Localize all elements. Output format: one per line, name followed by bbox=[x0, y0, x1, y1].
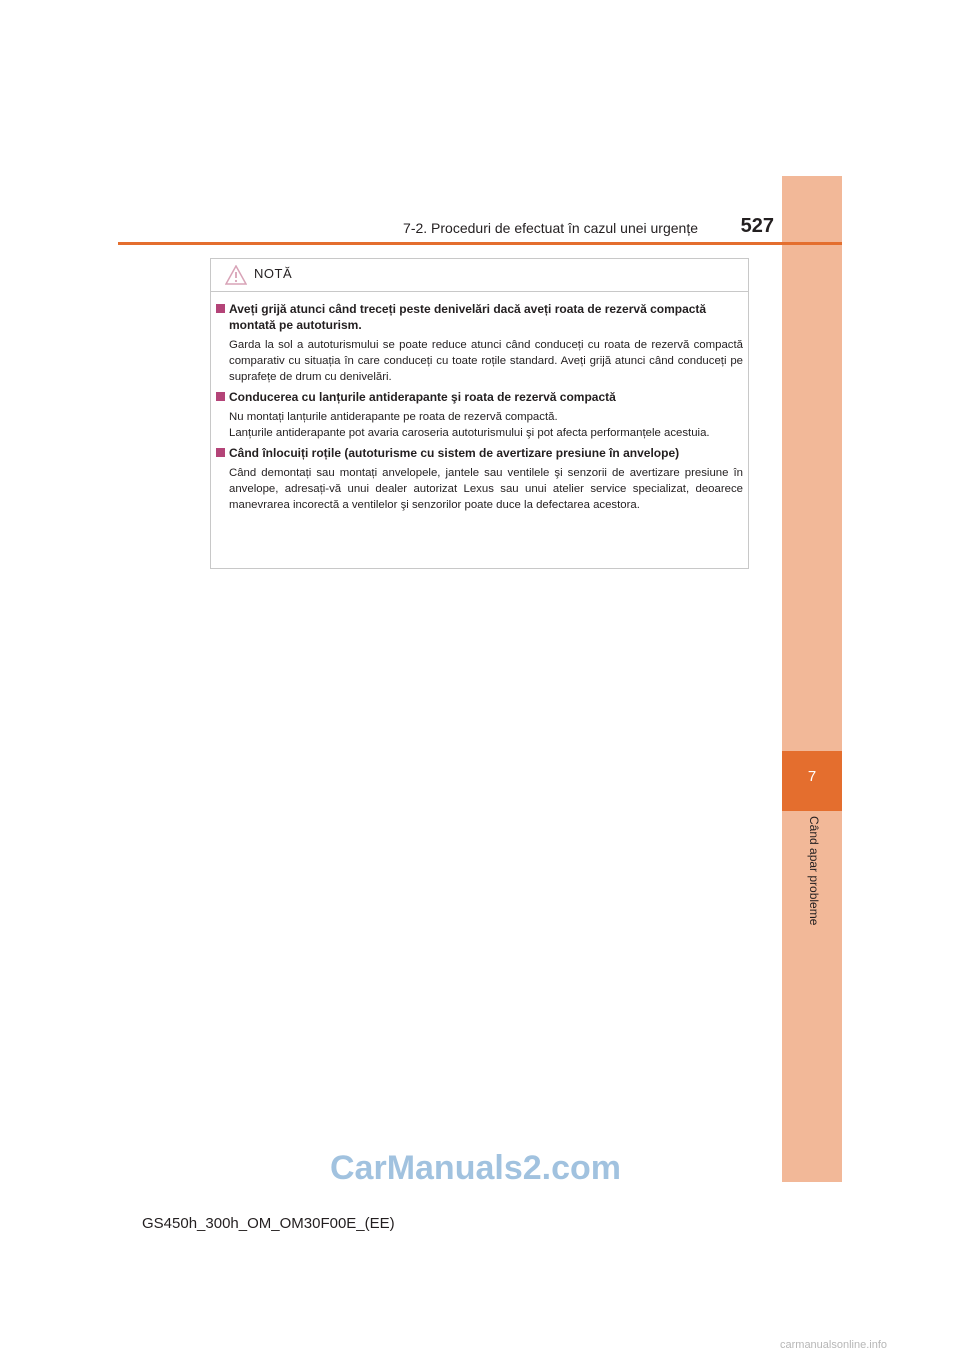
notice-box bbox=[210, 258, 749, 569]
chapter-side-tab bbox=[782, 176, 842, 1182]
square-bullet-icon bbox=[216, 392, 225, 401]
document-code: GS450h_300h_OM_OM30F00E_(EE) bbox=[142, 1215, 395, 1232]
watermark-carmanualsonline: carmanualsonline.info bbox=[780, 1339, 888, 1351]
section-title: 7-2. Proceduri de efectuat în cazul unei urgențe bbox=[403, 220, 698, 236]
notice-item bbox=[216, 301, 743, 385]
notice-item bbox=[216, 389, 743, 441]
notice-paragraph: Nu montați lanțurile antiderapante pe roata de rezervă compactă. bbox=[229, 411, 558, 423]
chapter-title: Când apar probleme bbox=[807, 816, 821, 926]
notice-header bbox=[211, 259, 748, 292]
header-rule bbox=[118, 242, 842, 245]
notice-item-heading bbox=[216, 301, 743, 333]
notice-item-heading bbox=[216, 445, 743, 461]
notice-item-heading-text: Aveți grijă atunci când treceți peste denivelări dacă aveți roata de rezervă compactă montată pe autoturism. bbox=[229, 302, 707, 332]
square-bullet-icon bbox=[216, 448, 225, 457]
square-bullet-icon bbox=[216, 304, 225, 313]
notice-paragraph: Când demontați sau montați anvelopele, jantele sau ventilele şi senzorii de avertizare presiune în anvelope, adresați-vă unui dealer autorizat Lexus sau unui atelier service specializat, deoarece manevrarea incorectă a ventilelor şi senzorilor poate duce la defectarea acestora. bbox=[229, 467, 743, 511]
notice-item-heading-text: Conducerea cu lanțurile antiderapante şi roata de rezervă compactă bbox=[229, 390, 616, 404]
watermark-carmanuals2: CarManuals2.com bbox=[330, 1149, 621, 1187]
notice-item-heading bbox=[216, 389, 743, 405]
notice-title: NOTĂ bbox=[254, 266, 293, 281]
notice-item-heading-text: Când înlocuiți roțile (autoturisme cu sistem de avertizare presiune în anvelope) bbox=[229, 446, 680, 460]
notice-paragraph: Garda la sol a autoturismului se poate reduce atunci când conduceți cu roata de rezervă compactă comparativ cu situația în care conduceți cu toate roțile standard. Aveți grijă atunci când conduceți pe suprafețe de drum cu denivelări. bbox=[229, 339, 743, 383]
notice-item bbox=[216, 445, 743, 513]
notice-paragraph: Lanțurile antiderapante pot avaria caroseria autoturismului şi pot afecta performanțele acestuia. bbox=[229, 427, 710, 439]
notice-item-text bbox=[216, 465, 743, 513]
notice-item-text bbox=[216, 409, 743, 441]
warning-triangle-icon bbox=[225, 265, 247, 285]
chapter-number: 7 bbox=[807, 768, 817, 785]
page-number: 527 bbox=[740, 215, 774, 237]
notice-body bbox=[216, 301, 743, 517]
notice-item-text bbox=[216, 337, 743, 385]
